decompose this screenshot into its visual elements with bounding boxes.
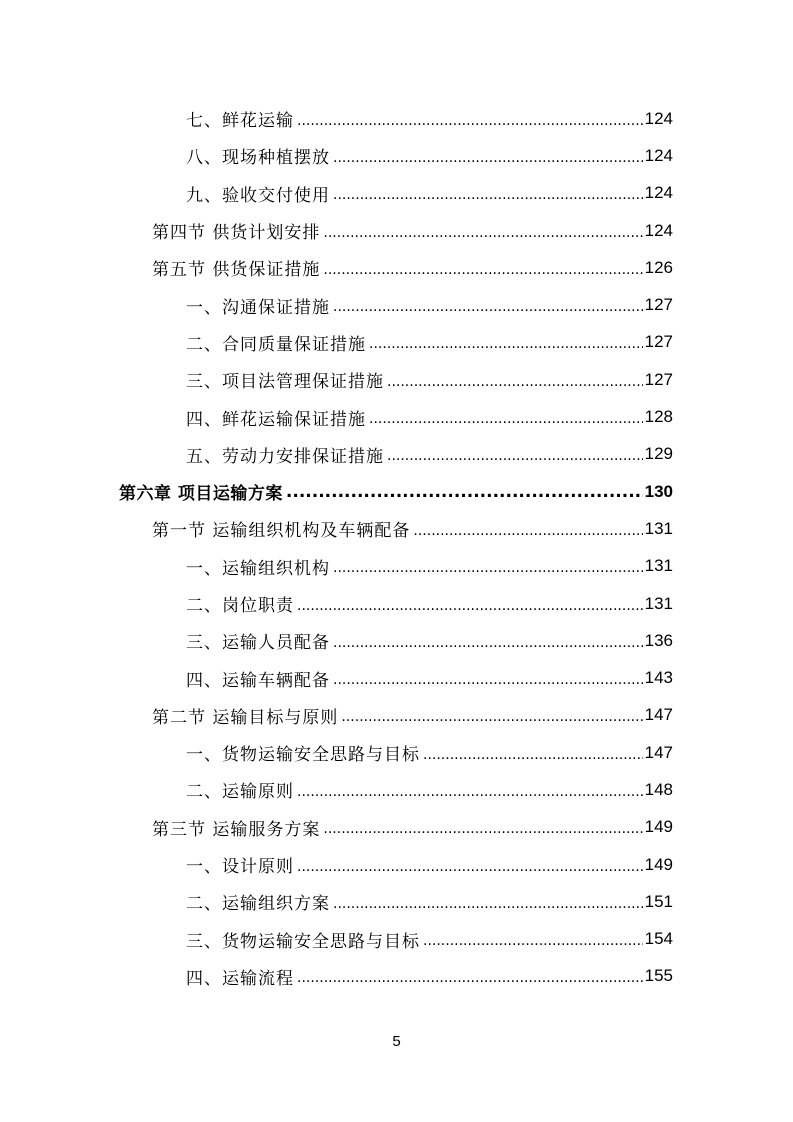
toc-entry-title: 五、劳动力安排保证措施 <box>186 446 384 467</box>
toc-entry-page: 126 <box>644 257 673 277</box>
toc-entry[interactable] <box>0 585 793 622</box>
toc-entry-page: 127 <box>644 332 673 352</box>
toc-entry[interactable] <box>0 921 793 958</box>
toc-entry-title: 二、岗位职责 <box>186 596 294 616</box>
toc-entry[interactable] <box>0 436 793 473</box>
toc-section-entry[interactable] <box>0 249 793 286</box>
toc-entry-page: 149 <box>644 817 673 837</box>
toc-entry[interactable] <box>0 361 793 398</box>
toc-dot-leader <box>387 370 643 390</box>
toc-entry-page: 154 <box>644 929 673 949</box>
toc-entry[interactable] <box>0 398 793 435</box>
toc-entry[interactable] <box>0 622 793 659</box>
toc-dot-leader <box>423 743 643 763</box>
toc-entry[interactable] <box>0 286 793 323</box>
toc-entry-title: 二、运输原则 <box>186 782 294 803</box>
toc-dot-leader <box>323 258 642 278</box>
toc-entry-title: 三、项目法管理保证措施 <box>186 372 384 393</box>
toc-entry-page: 131 <box>644 593 673 613</box>
toc-dot-leader <box>297 594 643 614</box>
toc-dot-leader <box>333 183 643 203</box>
toc-entry-page: 127 <box>644 295 673 315</box>
toc-entry-title: 一、设计原则 <box>186 857 294 878</box>
table-of-contents <box>0 100 793 995</box>
toc-dot-leader <box>333 295 643 315</box>
toc-dot-leader <box>333 146 643 166</box>
toc-section-entry[interactable] <box>0 212 793 249</box>
toc-dot-leader <box>297 780 643 800</box>
toc-dot-leader <box>323 817 642 837</box>
toc-entry-page: 130 <box>644 481 673 501</box>
toc-entry-page: 149 <box>644 854 673 874</box>
toc-entry[interactable] <box>0 100 793 137</box>
toc-entry-page: 131 <box>644 556 673 576</box>
toc-chapter-title: 第六章 项目运输方案 <box>119 484 283 505</box>
toc-dot-leader <box>423 929 643 949</box>
toc-entry[interactable] <box>0 958 793 995</box>
toc-entry[interactable] <box>0 324 793 361</box>
toc-entry-page: 136 <box>644 630 673 650</box>
toc-entry-page: 124 <box>644 108 673 128</box>
toc-entry-title: 九、验收交付使用 <box>186 185 330 206</box>
toc-dot-leader <box>387 444 643 464</box>
toc-entry-page: 124 <box>644 145 673 165</box>
toc-dot-leader <box>413 519 642 539</box>
toc-entry[interactable] <box>0 846 793 883</box>
toc-dot-leader <box>297 966 643 986</box>
toc-entry-page: 128 <box>644 407 673 427</box>
toc-dot-leader <box>341 705 642 725</box>
toc-entry-page: 131 <box>644 518 673 538</box>
toc-entry-title: 二、合同质量保证措施 <box>186 334 366 355</box>
toc-entry[interactable] <box>0 771 793 808</box>
toc-entry-title: 四、运输车辆配备 <box>186 670 330 691</box>
page-number: 5 <box>392 1033 401 1050</box>
toc-entry[interactable] <box>0 659 793 696</box>
toc-dot-leader <box>333 556 643 576</box>
toc-entry-title: 三、货物运输安全思路与目标 <box>186 931 420 952</box>
toc-entry[interactable] <box>0 137 793 174</box>
toc-chapter-entry[interactable] <box>0 473 793 510</box>
toc-entry-title: 四、运输流程 <box>186 968 294 989</box>
toc-dot-leader <box>333 631 643 651</box>
toc-entry-title: 第二节 运输目标与原则 <box>152 707 339 728</box>
toc-entry-page: 124 <box>644 220 673 240</box>
toc-entry-page: 129 <box>644 444 673 464</box>
toc-entry-title: 八、现场种植摆放 <box>186 148 330 169</box>
toc-dot-leader <box>297 109 643 129</box>
toc-entry[interactable] <box>0 175 793 212</box>
toc-entry-page: 124 <box>644 183 673 203</box>
toc-dot-leader <box>323 221 642 241</box>
toc-section-entry[interactable] <box>0 510 793 547</box>
toc-entry-page: 147 <box>644 705 673 725</box>
toc-entry-title: 第五节 供货保证措施 <box>152 260 321 281</box>
toc-section-entry[interactable] <box>0 697 793 734</box>
toc-dot-leader <box>333 668 643 688</box>
toc-entry-page: 148 <box>644 779 673 799</box>
toc-dot-leader <box>369 332 643 352</box>
toc-entry-title: 一、沟通保证措施 <box>186 297 330 318</box>
toc-entry[interactable] <box>0 883 793 920</box>
toc-entry-page: 151 <box>644 891 673 911</box>
toc-entry-title: 一、运输组织机构 <box>186 558 330 579</box>
toc-dot-leader <box>369 407 643 427</box>
toc-entry-title: 七、鲜花运输 <box>186 111 294 132</box>
toc-entry-page: 143 <box>644 668 673 688</box>
toc-entry[interactable] <box>0 548 793 585</box>
toc-entry-page: 155 <box>644 966 673 986</box>
toc-entry-title: 第三节 运输服务方案 <box>152 819 321 840</box>
toc-dot-leader <box>333 892 643 912</box>
toc-dot-leader <box>286 482 643 502</box>
toc-dot-leader <box>297 855 643 875</box>
toc-entry-title: 四、鲜花运输保证措施 <box>186 409 366 430</box>
toc-entry-title: 第四节 供货计划安排 <box>152 223 321 244</box>
toc-entry-page: 127 <box>644 369 673 389</box>
toc-entry-title: 一、货物运输安全思路与目标 <box>186 745 420 766</box>
toc-entry[interactable] <box>0 734 793 771</box>
toc-section-entry[interactable] <box>0 809 793 846</box>
toc-entry-page: 147 <box>644 742 673 762</box>
toc-entry-title: 三、运输人员配备 <box>186 633 330 654</box>
toc-entry-title: 第一节 运输组织机构及车辆配备 <box>152 521 411 542</box>
toc-entry-title: 二、运输组织方案 <box>186 894 330 915</box>
